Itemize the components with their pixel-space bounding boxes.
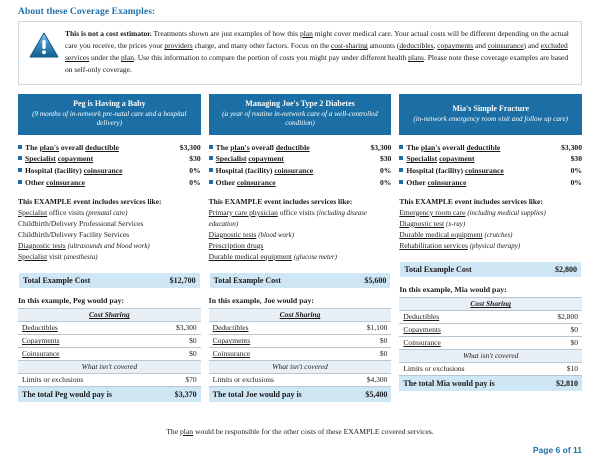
cost-row-label: Limits or exclusions — [18, 373, 158, 386]
plan-fact-row — [209, 177, 392, 189]
service-link[interactable]: Specialist — [18, 207, 48, 217]
fact-text-b: overall — [440, 142, 467, 152]
glossary-link-providers[interactable]: providers — [164, 41, 193, 51]
service-note: (prenatal care) — [86, 209, 128, 217]
square-bullet-icon — [399, 168, 403, 172]
fact-link-b[interactable]: copayment — [57, 154, 94, 164]
square-bullet-icon — [209, 180, 213, 184]
services-title: This EXAMPLE event includes services like: — [399, 196, 543, 206]
plan-fact-row — [18, 142, 201, 154]
service-item — [399, 230, 582, 241]
plan-fact-label — [25, 142, 176, 154]
coverage-example-column — [209, 94, 392, 402]
coverage-example-column — [399, 94, 582, 402]
notice-body-10: . Please note these coverage examples are based on self-only coverage. — [65, 53, 569, 75]
service-note: (glucose meter) — [293, 253, 337, 261]
fact-link-b[interactable]: coinsurance — [274, 166, 314, 176]
square-bullet-icon — [18, 168, 22, 172]
plan-fact-value: $3,300 — [179, 142, 201, 152]
plan-fact-value: 0% — [189, 177, 201, 187]
total-would-pay-value: $3,370 — [158, 386, 201, 402]
service-link[interactable]: Rehabilitation services — [399, 240, 468, 250]
service-link[interactable]: Diagnostic test — [399, 218, 445, 228]
cost-row-label — [399, 310, 539, 323]
fact-text-a: The — [25, 142, 40, 152]
service-note: (including disease education) — [208, 209, 367, 228]
coverage-example-subtitle: (a year of routine in-network care of a well-controlled condition) — [222, 110, 378, 128]
service-item — [209, 208, 392, 230]
total-example-cost-row — [399, 261, 582, 278]
table-row — [18, 334, 201, 347]
plan-fact-row — [209, 165, 392, 177]
plan-fact-label — [216, 153, 376, 165]
service-item — [209, 252, 392, 263]
service-note: (anesthesia) — [63, 253, 98, 261]
plan-fact-value: $30 — [570, 154, 583, 164]
plan-fact-row — [18, 165, 201, 177]
cost-row-link[interactable]: Coinsurance — [403, 338, 441, 348]
fact-link-a[interactable]: Specialist — [406, 154, 438, 164]
total-example-cost-row — [18, 272, 201, 289]
plan-facts-list — [209, 142, 392, 189]
cost-row-label — [399, 323, 539, 336]
services-list — [399, 197, 582, 252]
notice-box — [18, 21, 582, 85]
footer-note — [0, 427, 600, 436]
services-title: This EXAMPLE event includes services like: — [18, 196, 162, 206]
cost-row-label — [18, 321, 158, 334]
notice-lead: This is not a cost estimator. — [65, 29, 152, 38]
cost-breakdown-table — [209, 308, 392, 402]
fact-link-b[interactable]: copayment — [439, 154, 475, 164]
cost-row-label: Limits or exclusions — [399, 362, 539, 375]
plan-facts-list — [18, 142, 201, 189]
cost-sharing-band — [18, 308, 201, 321]
cost-row-link[interactable]: Coinsurance — [212, 349, 251, 359]
cost-sharing-band — [209, 308, 392, 321]
in-this-example-label: In this example, Peg would pay: — [18, 295, 125, 305]
cost-row-value: $0 — [158, 347, 201, 360]
total-example-cost-label: Total Example Cost — [404, 264, 472, 274]
fact-link-a[interactable]: plan's — [420, 142, 441, 152]
fact-link-b[interactable]: deductible — [275, 142, 310, 152]
service-link[interactable]: Durable medical equipment — [208, 251, 292, 261]
service-item — [399, 208, 582, 219]
service-item — [18, 230, 201, 241]
fact-text-a: The — [406, 142, 421, 152]
cost-row-value: $1,100 — [348, 321, 391, 334]
what-isnt-covered-label: What isn't covered — [399, 349, 582, 362]
service-note: (blood work) — [258, 231, 295, 239]
cost-row-link[interactable]: Deductibles — [22, 323, 58, 333]
notice-body-9: . Use this information to compare the portion of costs you might pay under different health — [133, 53, 409, 63]
cost-row-value: $10 — [540, 362, 582, 375]
square-bullet-icon — [18, 156, 22, 160]
cost-breakdown-table — [18, 308, 201, 402]
service-link[interactable]: Specialist — [18, 251, 48, 261]
glossary-link-deductibles[interactable]: deductibles — [399, 41, 434, 51]
fact-text-a: Hospital (facility) — [215, 166, 275, 176]
plan-fact-value: $30 — [379, 154, 392, 164]
plan-fact-row — [209, 142, 392, 154]
fact-link-b[interactable]: coinsurance — [46, 177, 85, 187]
service-note: (x-ray) — [446, 220, 466, 228]
plan-fact-label — [406, 153, 566, 165]
table-row — [18, 373, 201, 386]
table-row — [399, 310, 582, 323]
service-note: (crutches) — [484, 231, 513, 239]
notice-body-1: Treatments shown are just examples of how this — [151, 29, 300, 38]
total-example-cost-value: $5,600 — [364, 275, 387, 285]
square-bullet-icon — [18, 180, 22, 184]
fact-link-b[interactable]: coinsurance — [83, 166, 123, 176]
service-note: (including medical supplies) — [467, 209, 546, 217]
service-item — [209, 241, 392, 252]
plan-fact-row — [209, 153, 392, 165]
footer-note-b: would be responsible for the other costs of these EXAMPLE covered services. — [193, 427, 434, 436]
plan-fact-value: $3,300 — [561, 142, 583, 152]
cost-row-link[interactable]: Copayments — [403, 325, 441, 335]
glossary-link-plan-2[interactable]: plan — [121, 53, 134, 63]
service-item — [399, 241, 582, 252]
fact-text-a: Other — [25, 177, 47, 187]
service-item — [399, 219, 582, 230]
cost-row-label — [18, 334, 158, 347]
in-this-example-label: In this example, Mia would pay: — [399, 284, 507, 294]
coverage-example-title: Managing Joe's Type 2 Diabetes — [245, 99, 355, 109]
coverage-example-header — [18, 94, 201, 135]
glossary-link-plans[interactable]: plans — [408, 53, 424, 63]
cost-row-value: $2,800 — [540, 310, 582, 323]
cost-breakdown-table — [399, 297, 582, 391]
what-isnt-covered-band — [18, 360, 201, 373]
notice-body-5: , — [433, 41, 438, 51]
plan-fact-row — [18, 177, 201, 189]
coverage-example-title: Mia's Simple Fracture — [452, 103, 530, 113]
notice-body-4: amounts ( — [367, 41, 400, 51]
service-link[interactable]: Primary care physician — [208, 207, 278, 217]
fact-link-b[interactable]: deductible — [466, 142, 501, 152]
cost-sharing-label: Cost Sharing — [209, 308, 392, 321]
services-list — [209, 197, 392, 263]
plan-fact-label — [406, 165, 566, 177]
service-text: office visits — [47, 207, 86, 217]
table-row — [18, 321, 201, 334]
coverage-example-subtitle: (in-network emergency room visit and follow up care) — [413, 114, 569, 123]
table-row — [399, 362, 582, 375]
coverage-example-subtitle: (9 months of in-network pre-natal care and a hospital delivery) — [32, 110, 187, 128]
footer-note-a: The — [166, 427, 180, 436]
service-item — [18, 252, 201, 263]
services-list — [18, 197, 201, 263]
fact-text-a: Hospital (facility) — [406, 166, 465, 176]
fact-link-b[interactable]: deductible — [85, 142, 119, 152]
cost-row-value: $0 — [540, 323, 582, 336]
square-bullet-icon — [18, 145, 22, 149]
coverage-example-title: Peg is Having a Baby — [73, 99, 146, 109]
cost-sharing-label: Cost Sharing — [399, 297, 582, 310]
plan-fact-row — [18, 153, 201, 165]
plan-fact-row — [399, 153, 582, 165]
cost-row-label — [18, 347, 158, 360]
fact-link-a[interactable]: Specialist — [215, 154, 247, 164]
service-note: (physical therapy) — [469, 242, 521, 250]
fact-link-b[interactable]: coinsurance — [236, 177, 276, 187]
what-isnt-covered-label: What isn't covered — [18, 360, 201, 373]
coverage-example-columns — [18, 94, 582, 402]
cost-row-label: Limits or exclusions — [209, 373, 349, 386]
glossary-link-cost-sharing[interactable]: cost-sharing — [331, 41, 368, 51]
cost-row-label — [399, 336, 539, 349]
notice-body-8: under the — [89, 53, 122, 63]
plan-fact-label — [406, 177, 566, 189]
what-isnt-covered-label: What isn't covered — [209, 360, 392, 373]
total-would-pay-row — [18, 386, 201, 402]
plan-fact-label — [25, 177, 185, 189]
total-example-cost-label: Total Example Cost — [213, 275, 281, 285]
total-would-pay-label: The total Joe would pay is — [209, 386, 349, 402]
plan-fact-label — [216, 165, 376, 177]
fact-text-b: overall — [249, 142, 276, 152]
total-would-pay-row — [209, 386, 392, 402]
cost-row-link[interactable]: Copayments — [22, 336, 60, 346]
plan-fact-label — [216, 177, 376, 189]
notice-body-7: ) and — [523, 41, 541, 51]
square-bullet-icon — [399, 180, 403, 184]
cost-row-link[interactable]: Deductibles — [403, 312, 440, 322]
plan-fact-value: 0% — [189, 166, 201, 176]
total-example-cost-row — [209, 272, 392, 289]
plan-fact-value: $30 — [189, 154, 201, 164]
total-would-pay-label: The total Mia would pay is — [399, 375, 539, 391]
plan-fact-value: 0% — [570, 177, 583, 187]
total-example-cost-value: $12,700 — [169, 275, 196, 285]
service-link[interactable]: Emergency room care — [399, 207, 466, 217]
plan-fact-row — [399, 165, 582, 177]
table-row — [209, 334, 392, 347]
service-link[interactable]: Durable medical equipment — [399, 229, 483, 239]
page-title: About these Coverage Examples: — [18, 7, 156, 17]
cost-row-value: $0 — [348, 347, 391, 360]
cost-row-value: $0 — [158, 334, 201, 347]
fact-link-a[interactable]: plan's — [230, 142, 250, 152]
table-row — [399, 336, 582, 349]
cost-row-label — [209, 334, 349, 347]
plan-fact-row — [399, 177, 582, 189]
fact-text-a: The — [215, 142, 231, 152]
notice-text — [65, 28, 573, 77]
plan-fact-value: 0% — [379, 166, 392, 176]
cost-row-value: $4,300 — [348, 373, 391, 386]
service-link[interactable]: Diagnostic tests — [208, 229, 257, 239]
page-number: Page 6 of 11 — [532, 445, 582, 455]
fact-text-b: overall — [58, 142, 86, 152]
square-bullet-icon — [399, 156, 403, 160]
cost-sharing-label: Cost Sharing — [18, 308, 201, 321]
plan-fact-value: 0% — [379, 177, 392, 187]
fact-text-a: Other — [406, 177, 428, 187]
table-row — [209, 347, 392, 360]
total-example-cost-label: Total Example Cost — [23, 275, 91, 285]
service-text: Childbirth/Delivery Professional Services — [18, 218, 144, 228]
service-text: Childbirth/Delivery Facility Services — [18, 229, 130, 239]
cost-row-value: $70 — [158, 373, 201, 386]
services-title: This EXAMPLE event includes services like: — [208, 196, 353, 206]
square-bullet-icon — [399, 145, 403, 149]
glossary-link-coinsurance[interactable]: coinsurance — [487, 41, 524, 51]
total-would-pay-value: $2,810 — [540, 375, 582, 391]
service-item — [18, 208, 201, 219]
plan-fact-row — [399, 142, 582, 154]
total-would-pay-value: $5,400 — [348, 386, 391, 402]
fact-link-a[interactable]: Specialist — [25, 154, 56, 164]
service-item — [209, 230, 392, 241]
what-isnt-covered-band — [399, 349, 582, 362]
fact-text-a: Other — [215, 177, 237, 187]
table-row — [18, 347, 201, 360]
square-bullet-icon — [209, 145, 213, 149]
cost-row-label — [209, 347, 349, 360]
plan-fact-value: $3,300 — [370, 142, 392, 152]
total-example-cost-value: $2,800 — [555, 264, 578, 274]
cost-row-label — [209, 321, 349, 334]
notice-body-2: might cover medical care. Your actual costs will be different depending on the actual care you receive, the prices your — [65, 29, 569, 51]
square-bullet-icon — [209, 168, 213, 172]
table-row — [209, 321, 392, 334]
plan-fact-label — [406, 142, 557, 154]
glossary-link-plan[interactable]: plan — [299, 29, 313, 38]
cost-row-value: $0 — [540, 336, 582, 349]
fact-text-a: Hospital (facility) — [25, 166, 84, 176]
fact-link-b[interactable]: coinsurance — [427, 177, 467, 187]
cost-row-link[interactable]: Copayments — [212, 336, 251, 346]
service-item — [18, 241, 201, 252]
warning-triangle-icon — [23, 28, 65, 59]
in-this-example-label: In this example, Joe would pay: — [208, 295, 314, 305]
plan-facts-list — [399, 142, 582, 189]
plan-fact-label — [25, 165, 185, 177]
table-row — [209, 373, 392, 386]
square-bullet-icon — [209, 156, 213, 160]
cost-row-link[interactable]: Deductibles — [212, 323, 249, 333]
fact-link-b[interactable]: copayment — [248, 154, 284, 164]
service-link[interactable]: Prescription drugs — [208, 240, 264, 250]
plan-fact-label — [216, 142, 367, 154]
what-isnt-covered-band — [209, 360, 392, 373]
service-note: (ultrasounds and blood work) — [67, 242, 150, 250]
coverage-example-header — [209, 94, 392, 135]
service-item — [18, 219, 201, 230]
service-text: visit — [47, 251, 64, 261]
cost-row-link[interactable]: Coinsurance — [22, 349, 60, 359]
fact-link-b[interactable]: coinsurance — [464, 166, 504, 176]
cost-row-value: $3,300 — [158, 321, 201, 334]
glossary-link-excluded-services[interactable]: excluded services — [65, 41, 568, 63]
cost-row-value: $0 — [348, 334, 391, 347]
cost-sharing-band — [399, 297, 582, 310]
glossary-link-plan-footer[interactable]: plan — [180, 427, 194, 436]
service-text: office visits — [277, 207, 317, 217]
table-row — [399, 323, 582, 336]
plan-fact-value: 0% — [570, 166, 583, 176]
service-link[interactable]: Diagnostic tests — [18, 240, 66, 250]
coverage-example-column — [18, 94, 201, 402]
fact-link-a[interactable]: plan's — [39, 142, 59, 152]
glossary-link-copayments[interactable]: copayments — [437, 41, 474, 51]
total-would-pay-row — [399, 375, 582, 391]
total-would-pay-label: The total Peg would pay is — [18, 386, 158, 402]
notice-body-3: charge, and many other factors. Focus on the — [192, 41, 332, 51]
notice-body-6: and — [473, 41, 488, 51]
coverage-example-header — [399, 94, 582, 135]
plan-fact-label — [25, 153, 185, 165]
